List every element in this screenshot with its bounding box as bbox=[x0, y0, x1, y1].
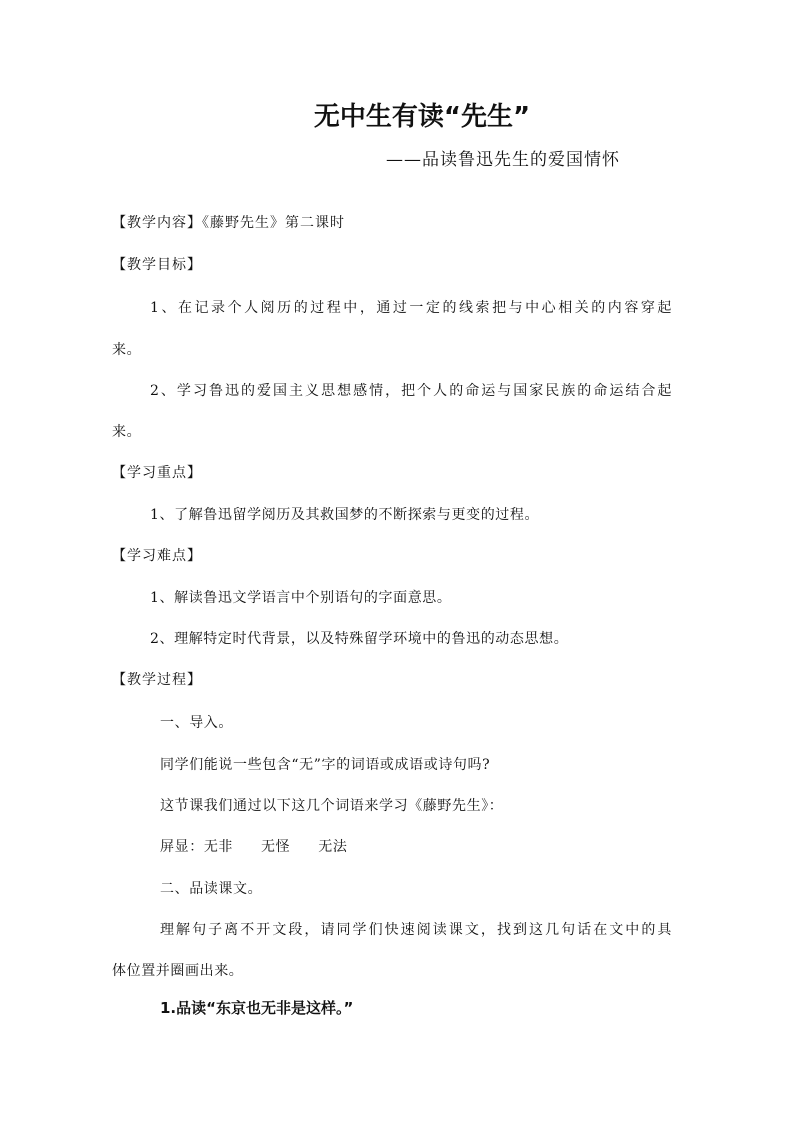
objective-1-line-1: 1、在记录个人阅历的过程中，通过一定的线索把与中心相关的内容穿起 bbox=[150, 300, 672, 316]
process-question-1: 同学们能说一些包含“无”字的词语或成语或诗句吗? bbox=[160, 757, 491, 773]
teaching-content-line bbox=[112, 216, 345, 230]
objective-2-line-1: 2、学习鲁迅的爱国主义思想感情，把个人的命运与国家民族的命运结合起 bbox=[150, 383, 672, 399]
process-heading: 【教学过程】 bbox=[112, 672, 202, 688]
process-step-2: 二、品读课文。 bbox=[160, 881, 263, 897]
objective-1-line-2: 来。 bbox=[112, 342, 142, 358]
difficulties-heading: 【学习难点】 bbox=[112, 548, 202, 564]
process-step-1: 一、导入。 bbox=[160, 715, 233, 731]
objective-2-line-2: 来。 bbox=[112, 424, 142, 440]
difficulty-2: 2、理解特定时代背景，以及特殊留学环境中的鲁迅的动态思想。 bbox=[150, 631, 569, 647]
process-paragraph-line-1: 理解句子离不开文段，请同学们快速阅读课文，找到这几句话在文中的具 bbox=[160, 922, 672, 938]
process-question-2: 这节课我们通过以下这几个词语来学习《藤野先生》： bbox=[160, 798, 504, 814]
teaching-content-text: 《藤野先生》第二课时 bbox=[202, 215, 345, 231]
difficulty-1: 1、解读鲁迅文学语言中个别语句的字面意思。 bbox=[150, 590, 452, 606]
page-title: 无中生有读“先生” bbox=[313, 102, 531, 132]
key-point-1: 1、了解鲁迅留学阅历及其救国梦的不断探索与更变的过程。 bbox=[150, 507, 540, 523]
teaching-content-label: 【教学内容】 bbox=[112, 215, 202, 231]
word-1: 无非 bbox=[203, 839, 234, 855]
page-subtitle: ——品读鲁迅先生的爱国情怀 bbox=[386, 150, 620, 170]
display-label: 屏显： bbox=[160, 839, 204, 855]
display-words-line bbox=[160, 840, 347, 854]
process-paragraph-line-2: 体位置并圈画出来。 bbox=[112, 963, 244, 979]
word-2: 无怪 bbox=[261, 839, 291, 855]
key-points-heading: 【学习重点】 bbox=[112, 465, 202, 481]
subsection-heading-1: 1.品读“东京也无非是这样。” bbox=[160, 999, 354, 1017]
word-3: 无法 bbox=[318, 839, 348, 855]
objectives-heading: 【教学目标】 bbox=[112, 257, 202, 273]
